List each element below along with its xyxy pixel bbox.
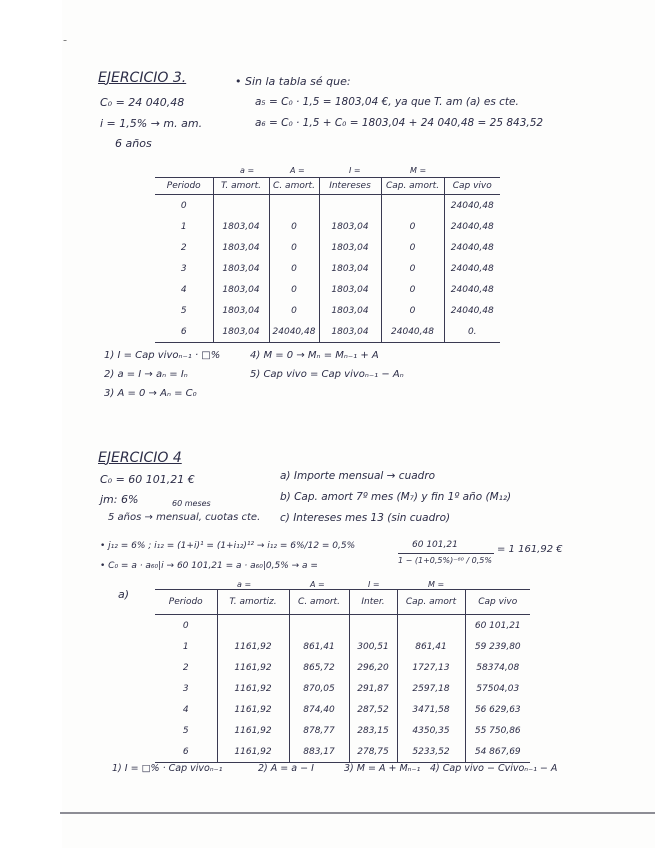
table-cell: 0 (269, 279, 319, 300)
table-cell (397, 615, 465, 637)
scan-margin (0, 0, 62, 848)
ex4-table (155, 589, 530, 763)
table-cell: 861,41 (397, 636, 465, 657)
table-row (155, 678, 530, 699)
ex4-header-cap-vivo: Cap vivo (465, 590, 530, 615)
ex4-header-inter: Inter. (349, 590, 397, 615)
ex4-header-t-amortiz: T. amortiz. (217, 590, 289, 615)
table-row (155, 699, 530, 720)
table-row (155, 615, 530, 637)
table-cell: 0 (269, 300, 319, 321)
table-cell (349, 615, 397, 637)
ex4-formula: 3) M = A + Mₙ₋₁ (344, 763, 421, 774)
table-cell: 861,41 (289, 636, 349, 657)
table-cell: 4350,35 (397, 720, 465, 741)
ex4-col-letter: A = (310, 580, 325, 589)
ex4-formula: 1) I = □% · Cap vivoₙ₋₁ (112, 763, 223, 774)
table-cell: 5 (182, 725, 189, 736)
table-cell: 1803,04 (319, 237, 381, 258)
table-row (155, 237, 500, 258)
table-cell: 291,87 (349, 678, 397, 699)
ex4-header-periodo: Periodo (155, 590, 217, 615)
table-cell: 57504,03 (465, 678, 530, 699)
ex4-formula: 4) Cap vivo − Cvivoₙ₋₁ − A (430, 763, 558, 774)
table-cell: 1803,04 (319, 321, 381, 343)
table-row (155, 279, 500, 300)
table-cell: 1 (180, 221, 187, 232)
table-cell (381, 195, 444, 217)
ex3-formula: 5) Cap vivo = Cap vivoₙ₋₁ − Aₙ (250, 369, 404, 380)
table-cell: 58374,08 (465, 657, 530, 678)
table-cell: 287,52 (349, 699, 397, 720)
ex4-given-capital: C₀ = 60 101,21 € (100, 473, 195, 486)
ex4-fraction-denominator: 1 − (1+0,5%)⁻⁶⁰ / 0,5% (398, 556, 492, 565)
table-cell: 3471,58 (397, 699, 465, 720)
table-row (155, 657, 530, 678)
ex3-formula: 3) A = 0 → Aₙ = C₀ (104, 388, 197, 399)
table-cell: 278,75 (349, 741, 397, 763)
table-cell: 24040,48 (444, 195, 500, 217)
table-cell: 1161,92 (217, 657, 289, 678)
table-cell: 60 101,21 (465, 615, 530, 637)
table-cell: 5 (180, 305, 187, 316)
ex3-header-row (155, 178, 500, 195)
ex4-result: = 1 161,92 € (497, 544, 563, 555)
table-cell: 1803,04 (213, 321, 269, 343)
table-cell: 1803,04 (213, 216, 269, 237)
table-cell: 2597,18 (397, 678, 465, 699)
ex3-given-capital: C₀ = 24 040,48 (100, 96, 185, 109)
ex4-question: b) Cap. amort 7º mes (M₇) y fin 1º año (M₁₂) (280, 491, 512, 503)
ex3-note-title: • Sin la tabla sé que: (235, 75, 351, 88)
table-cell: 1161,92 (217, 636, 289, 657)
fraction-bar (398, 553, 494, 554)
table-cell: 4 (180, 284, 187, 295)
ex4-col-letter: a = (237, 580, 252, 589)
ex3-table (155, 177, 500, 343)
table-cell: 5233,52 (397, 741, 465, 763)
table-cell: 0 (381, 216, 444, 237)
ex3-col-letter: A = (290, 166, 305, 175)
ex4-header-cap-amort: Cap. amort (397, 590, 465, 615)
table-cell: 283,15 (349, 720, 397, 741)
table-cell: 54 867,69 (465, 741, 530, 763)
table-cell: 55 750,86 (465, 720, 530, 741)
pencil-mark: - (63, 33, 68, 47)
table-cell: 24040,48 (444, 258, 500, 279)
table-cell: 870,05 (289, 678, 349, 699)
table-cell (289, 615, 349, 637)
table-cell: 300,51 (349, 636, 397, 657)
ex4-calc-line: • C₀ = a · a₆₀|i → 60 101,21 = a · a₆₀|0,5% → a = (100, 561, 318, 571)
table-cell: 24040,48 (444, 300, 500, 321)
ex4-col-letter: M = (428, 580, 445, 589)
table-cell: 1803,04 (213, 300, 269, 321)
ex3-header-periodo: Periodo (155, 178, 213, 195)
ex3-header-c-amort: C. amort. (269, 178, 319, 195)
table-cell: 1161,92 (217, 699, 289, 720)
ex3-col-letter: a = (240, 166, 255, 175)
table-cell: 0 (269, 216, 319, 237)
ex3-col-letter: I = (349, 166, 361, 175)
table-cell: 1803,04 (213, 237, 269, 258)
table-cell: 883,17 (289, 741, 349, 763)
table-cell: 0 (182, 620, 189, 631)
table-cell (319, 195, 381, 217)
ex3-header-cap-amort: Cap. amort. (381, 178, 444, 195)
ex3-note-line: a₅ = C₀ · 1,5 = 1803,04 €, ya que T. am (a) es cte. (255, 96, 519, 108)
table-cell: 1161,92 (217, 720, 289, 741)
table-cell: 0 (269, 258, 319, 279)
table-cell (217, 615, 289, 637)
ex3-note-line: a₆ = C₀ · 1,5 + C₀ = 1803,04 + 24 040,48 = 25 843,52 (255, 117, 544, 129)
table-cell: 0. (444, 321, 500, 343)
ex4-given-term: 5 años → mensual, cuotas cte. (108, 512, 261, 523)
table-cell: 24040,48 (444, 237, 500, 258)
table-row (155, 258, 500, 279)
table-cell: 0 (180, 200, 187, 211)
table-row (155, 720, 530, 741)
table-row (155, 321, 500, 343)
table-cell: 1161,92 (217, 678, 289, 699)
ex4-part-label: a) (118, 588, 130, 601)
ex4-calc-line: • j₁₂ = 6% ; i₁₂ = (1+i)¹ = (1+i₁₂)¹² → i₁₂ = 6%/12 = 0,5% (100, 541, 356, 551)
table-cell: 1803,04 (213, 279, 269, 300)
table-row (155, 636, 530, 657)
ex3-header-cap-vivo: Cap vivo (444, 178, 500, 195)
table-cell: 3 (182, 683, 189, 694)
table-cell: 24040,48 (444, 279, 500, 300)
ex3-formula: 1) I = Cap vivoₙ₋₁ · □% (104, 350, 221, 361)
table-cell: 2 (180, 242, 187, 253)
table-cell: 0 (269, 237, 319, 258)
ex3-given-years: 6 años (115, 137, 152, 150)
ex3-header-intereses: Intereses (319, 178, 381, 195)
ex4-question: a) Importe mensual → cuadro (280, 470, 436, 482)
table-cell: 1803,04 (319, 279, 381, 300)
table-row (155, 300, 500, 321)
table-cell: 6 (155, 741, 217, 763)
table-cell: 1803,04 (319, 216, 381, 237)
ex4-header-row (155, 590, 530, 615)
table-cell: 1161,92 (217, 741, 289, 763)
ex4-header-c-amort: C. amort. (289, 590, 349, 615)
table-cell: 3 (180, 263, 187, 274)
table-cell: 24040,48 (444, 216, 500, 237)
table-row (155, 216, 500, 237)
ex4-formula: 2) A = a − I (258, 763, 314, 774)
ex3-header-t-amort: T. amort. (213, 178, 269, 195)
table-cell (269, 195, 319, 217)
ex4-col-letter: I = (368, 580, 380, 589)
table-cell: 0 (381, 300, 444, 321)
table-cell: 878,77 (289, 720, 349, 741)
table-cell: 1727,13 (397, 657, 465, 678)
table-cell (213, 195, 269, 217)
scan-bottom-edge (60, 812, 655, 814)
ex4-given-months: 60 meses (172, 499, 211, 508)
table-row (155, 195, 500, 217)
ex4-fraction-numerator: 60 101,21 (412, 540, 458, 550)
table-cell: 4 (182, 704, 189, 715)
table-cell: 59 239,80 (465, 636, 530, 657)
table-cell: 2 (182, 662, 189, 673)
table-cell: 1803,04 (319, 258, 381, 279)
ex3-col-letter: M = (410, 166, 427, 175)
table-row (155, 741, 530, 763)
table-cell: 0 (381, 237, 444, 258)
table-cell: 24040,48 (269, 321, 319, 343)
ex4-title: EJERCICIO 4 (98, 450, 182, 466)
table-cell: 6 (155, 321, 213, 343)
table-cell: 56 629,63 (465, 699, 530, 720)
ex4-question: c) Intereses mes 13 (sin cuadro) (280, 512, 451, 524)
table-cell: 1 (182, 641, 189, 652)
ex3-formula: 4) M = 0 → Mₙ = Mₙ₋₁ + A (250, 350, 379, 361)
ex4-given-rate: jm: 6% (100, 493, 139, 506)
table-cell: 0 (381, 258, 444, 279)
ex3-given-rate: i = 1,5% → m. am. (100, 117, 203, 130)
table-cell: 865,72 (289, 657, 349, 678)
table-cell: 0 (381, 279, 444, 300)
table-cell: 24040,48 (381, 321, 444, 343)
ex3-formula: 2) a = I → aₙ = Iₙ (104, 369, 188, 380)
ex3-title: EJERCICIO 3. (98, 70, 187, 86)
table-cell: 296,20 (349, 657, 397, 678)
table-cell: 874,40 (289, 699, 349, 720)
table-cell: 1803,04 (213, 258, 269, 279)
table-cell: 1803,04 (319, 300, 381, 321)
